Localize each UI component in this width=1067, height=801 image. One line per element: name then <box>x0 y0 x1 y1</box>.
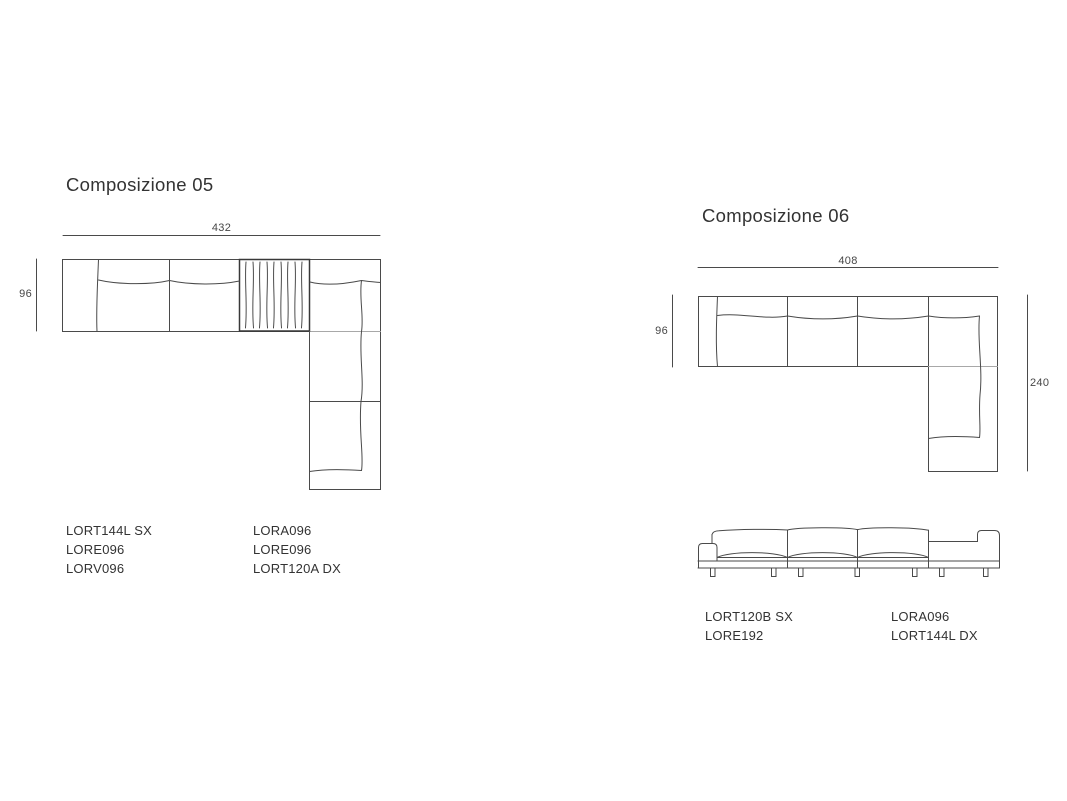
comp06-dimension-lines <box>673 268 1028 472</box>
product-code: LORA096 <box>891 609 950 624</box>
comp05-drawing <box>37 236 381 490</box>
product-code: LORT144L SX <box>66 523 153 538</box>
comp05-codes-right <box>253 521 341 578</box>
comp05-storage-border <box>240 260 310 332</box>
product-code: LORE096 <box>66 542 125 557</box>
composition-05-title: Composizione 05 <box>66 174 214 195</box>
sofa-leg <box>913 568 918 577</box>
comp06-depth-dim-label: 96 <box>655 325 668 337</box>
sofa-leg <box>940 568 945 577</box>
elevation-seat-cushion-1 <box>717 553 788 558</box>
comp06-return-dim-label: 240 <box>1030 377 1050 389</box>
comp06-codes-right <box>891 607 978 645</box>
comp06-sofa-outline <box>699 297 998 472</box>
sofa-leg <box>711 568 716 577</box>
comp06-chaise-back-curve <box>979 316 981 438</box>
comp05-dimension-lines <box>37 236 381 332</box>
product-code: LORE096 <box>253 542 312 557</box>
product-code: LORE192 <box>705 628 764 643</box>
sofa-leg <box>984 568 989 577</box>
elevation-back-top-1 <box>712 529 788 534</box>
sofa-leg <box>855 568 860 577</box>
comp06-front-elevation <box>698 528 1000 577</box>
comp05-chaise-armrest-curve <box>310 470 362 472</box>
comp05-armrest-divider <box>97 260 99 332</box>
comp05-storage-element <box>240 260 310 332</box>
comp06-plan-view <box>699 297 998 472</box>
comp06-chaise-armrest-curve <box>929 437 980 439</box>
comp06-armrest-divider <box>716 297 717 367</box>
comp06-codes-left <box>705 607 793 645</box>
comp05-plan-view <box>63 260 381 490</box>
elevation-left-armrest <box>699 544 718 562</box>
elevation-seat-cushion-2 <box>788 553 858 558</box>
composition-06-title: Composizione 06 <box>702 205 850 226</box>
comp05-codes-left <box>66 521 152 578</box>
comp06-cushion-lines <box>718 315 981 439</box>
product-code: LORT144L DX <box>891 628 978 643</box>
sofa-leg <box>799 568 804 577</box>
elevation-back-top-2 <box>788 528 858 530</box>
product-code: LORA096 <box>253 523 312 538</box>
comp05-storage-wood-texture <box>246 262 303 328</box>
product-code: LORV096 <box>66 561 125 576</box>
elevation-right-armrest <box>978 531 1000 569</box>
comp06-back-cushion-curve <box>718 315 980 319</box>
comp05-chaise-back-curve <box>360 281 362 471</box>
comp05-sofa-outline <box>63 260 381 490</box>
product-code: LORT120A DX <box>253 561 341 576</box>
product-code: LORT120B SX <box>705 609 793 624</box>
elevation-back-top-3 <box>858 528 929 531</box>
elevation-legs <box>711 568 989 577</box>
comp05-corner-cushion-curve <box>310 281 381 285</box>
comp05-width-dim-label: 432 <box>211 222 232 234</box>
elevation-seat-cushion-3 <box>858 553 929 558</box>
comp05-depth-dim-label: 96 <box>19 288 32 300</box>
comp06-drawing <box>673 268 1028 577</box>
comp06-width-dim-label: 408 <box>838 255 858 267</box>
sofa-leg <box>772 568 777 577</box>
